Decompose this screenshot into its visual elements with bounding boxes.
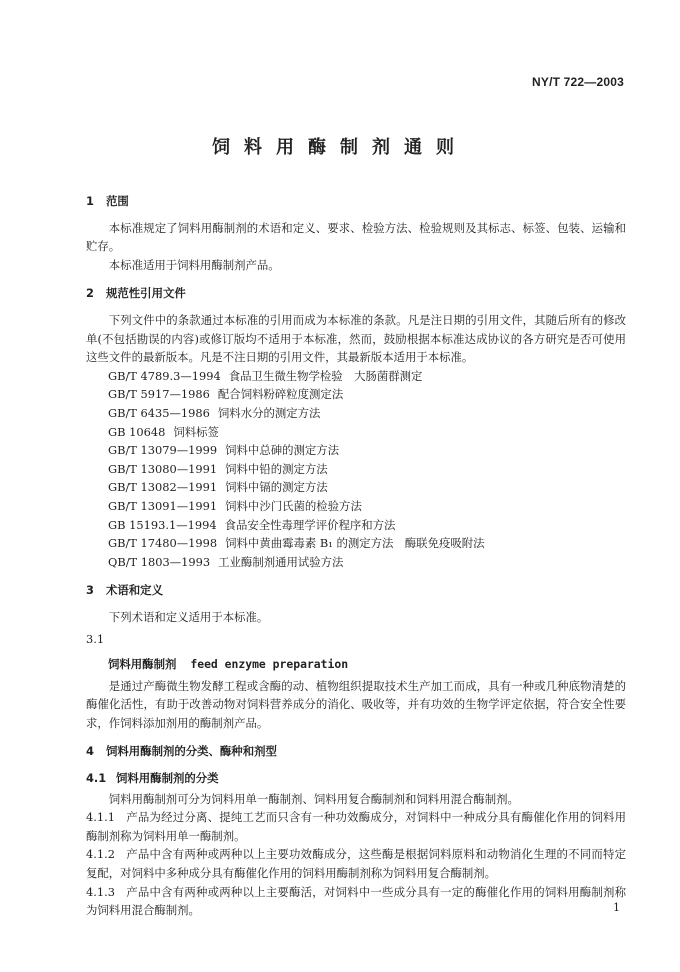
reference-name: 饲料中镉的测定方法 bbox=[225, 480, 328, 495]
term-english: feed enzyme preparation bbox=[190, 657, 349, 672]
reference-name: 饲料中总砷的测定方法 bbox=[225, 443, 340, 458]
reference-code: GB/T 13080—1991 bbox=[108, 461, 218, 476]
reference-name: 饲料中铅的测定方法 bbox=[225, 461, 328, 476]
section-3-heading bbox=[86, 581, 626, 600]
reference-item bbox=[86, 441, 626, 460]
reference-name: 配合饲料粉碎粒度测定法 bbox=[217, 387, 344, 402]
paragraph: 饲料用酶制剂可分为饲料用单一酶制剂、饲料用复合酶制剂和饲料用混合酶制剂。 bbox=[108, 791, 519, 806]
reference-name: 饲料中沙门氏菌的检验方法 bbox=[225, 498, 362, 513]
reference-code: QB/T 1803—1993 bbox=[108, 554, 211, 569]
section-number: 1 bbox=[86, 194, 94, 208]
section-1-heading bbox=[86, 192, 626, 211]
clause-text: 产品中含有两种或两种以上主要功效酶成分，这些酶是根据饲料原料和动物消化生理的不同而特定复配，对饲料中多种成分具有酶催化作用的饲料用酶制剂称为饲料用复合酶制剂。 bbox=[86, 847, 626, 880]
reference-name: 饲料标签 bbox=[173, 424, 219, 439]
reference-item bbox=[86, 516, 626, 535]
reference-name: 食品卫生微生物学检验 大肠菌群测定 bbox=[228, 368, 423, 383]
section-2-heading bbox=[86, 284, 626, 303]
term-entry bbox=[86, 655, 626, 674]
section-title: 饲料用酶制剂的分类、酶种和剂型 bbox=[106, 744, 277, 759]
reference-item bbox=[86, 553, 626, 572]
paragraph: 本标准规定了饲料用酶制剂的术语和定义、要求、检验方法、检验规则及其标志、标签、包装、运输和贮存。 bbox=[86, 220, 626, 254]
standard-code: NY/T 722—2003 bbox=[532, 75, 624, 89]
page-number: 1 bbox=[613, 901, 620, 914]
subsection-title: 饲料用酶制剂的分类 bbox=[116, 771, 219, 786]
clause-number: 4.1.1 bbox=[86, 810, 115, 825]
reference-code: GB/T 13082—1991 bbox=[108, 480, 218, 495]
clause-4-1-1 bbox=[86, 808, 626, 845]
reference-item bbox=[86, 497, 626, 516]
document-title: 饲料用酶制剂通则 bbox=[212, 137, 468, 158]
reference-code: GB/T 5917—1986 bbox=[108, 387, 210, 402]
reference-code: GB/T 4789.3—1994 bbox=[108, 368, 221, 383]
clause-4-1-3 bbox=[86, 883, 626, 920]
reference-item bbox=[86, 534, 626, 553]
clause-number-3-1: 3.1 bbox=[86, 632, 105, 647]
reference-item bbox=[86, 460, 626, 479]
reference-item bbox=[86, 404, 626, 423]
reference-name: 工业酶制剂通用试验方法 bbox=[218, 554, 344, 569]
section-number: 2 bbox=[86, 286, 94, 301]
reference-item bbox=[86, 423, 626, 442]
section-number: 3 bbox=[86, 583, 94, 598]
paragraph: 下列文件中的条款通过本标准的引用而成为本标准的条款。凡是注日期的引用文件，其随后所有的修改单(不包括勘误的内容)或修订版均不适用于本标准，然而，鼓励根据本标准达成协议的各方研究是否可使用这些文件的最新版本。凡是不注日期的引用文件，其最新版本适用于本标准。 bbox=[86, 312, 626, 365]
reference-code: GB/T 6435—1986 bbox=[108, 405, 210, 420]
clause-4-1-2 bbox=[86, 845, 626, 882]
section-title: 术语和定义 bbox=[106, 583, 163, 598]
reference-item bbox=[86, 367, 626, 386]
clause-number: 4.1.3 bbox=[86, 884, 115, 899]
reference-code: GB/T 13079—1999 bbox=[108, 443, 218, 458]
document-body bbox=[86, 192, 626, 920]
paragraph: 本标准适用于饲料用酶制剂产品。 bbox=[108, 257, 280, 272]
clause-number: 4.1.2 bbox=[86, 847, 115, 862]
reference-name: 饲料水分的测定方法 bbox=[217, 405, 321, 420]
section-4-heading bbox=[86, 742, 626, 761]
reference-name: 饲料中黄曲霉毒素 B₁ 的测定方法 酶联免疫吸附法 bbox=[225, 536, 485, 551]
reference-name: 食品安全性毒理学评价程序和方法 bbox=[224, 517, 396, 532]
clause-text: 产品中含有两种或两种以上主要酶活，对饲料中一些成分具有一定的酶催化作用的饲料用酶制剂称为饲料用混合酶制剂。 bbox=[86, 884, 626, 918]
section-title: 范围 bbox=[106, 194, 129, 208]
reference-code: GB/T 13091—1991 bbox=[108, 498, 218, 513]
term-chinese: 饲料用酶制剂 bbox=[108, 657, 177, 672]
reference-item bbox=[86, 478, 626, 497]
reference-list bbox=[86, 367, 626, 572]
section-title: 规范性引用文件 bbox=[106, 286, 186, 301]
term-definition: 是通过产酶微生物发酵工程或含酶的动、植物组织提取技术生产加工而成，具有一种或几种底物清楚的酶催化活性，有助于改善动物对饲料营养成分的消化、吸收等，并有功效的生物学评定依据，符合安全性要求，作饲料添加剂用的酶制剂产品。 bbox=[86, 678, 626, 730]
reference-code: GB 15193.1—1994 bbox=[108, 517, 217, 532]
reference-code: GB/T 17480—1998 bbox=[108, 536, 218, 551]
subsection-4-1-heading bbox=[86, 769, 626, 788]
reference-code: GB 10648 bbox=[108, 424, 166, 439]
section-number: 4 bbox=[86, 744, 94, 759]
subsection-number: 4.1 bbox=[86, 771, 107, 786]
paragraph: 下列术语和定义适用于本标准。 bbox=[108, 609, 269, 624]
clause-text: 产品为经过分离、提纯工艺而只含有一种功效酶成分，对饲料中一种成分具有酶催化作用的饲料用酶制剂称为饲料用单一酶制剂。 bbox=[86, 810, 626, 843]
reference-item bbox=[86, 385, 626, 404]
